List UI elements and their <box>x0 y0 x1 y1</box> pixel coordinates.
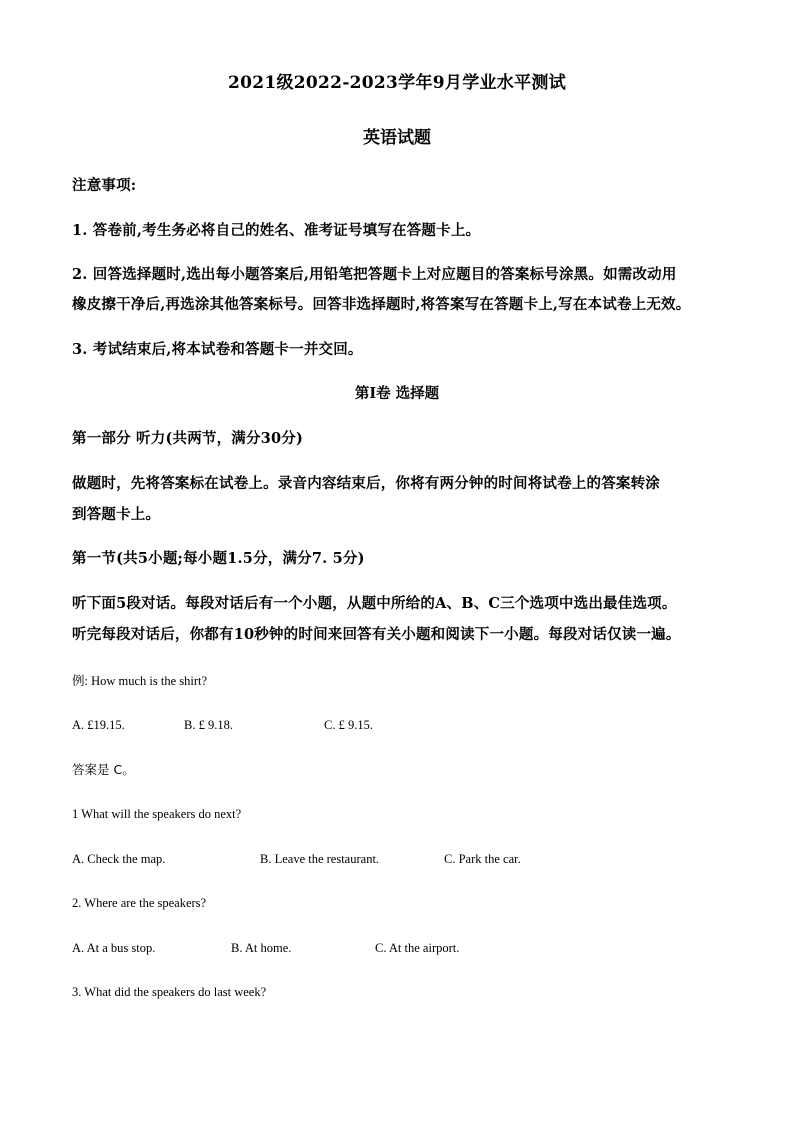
notice-item-3: 3. 考试结束后,将本试卷和答题卡一并交回。 <box>72 341 363 358</box>
question-1-option-a: A. Check the map. <box>72 852 166 866</box>
section1-instruction-line-2: 听完每段对话后，你都有10秒钟的时间来回答有关小题和阅读下一小题。每段对话仅读一遍。 <box>72 626 681 643</box>
question-1: 1 What will the speakers do next? <box>72 807 242 821</box>
subject-title: 英语试题 <box>363 128 431 148</box>
question-1-option-b: B. Leave the restaurant. <box>260 852 380 866</box>
question-2-option-c: C. At the airport. <box>375 941 460 955</box>
question-2-option-b: B. At home. <box>231 941 292 955</box>
example-option-c: C. £ 9.15. <box>324 718 373 732</box>
part1-instruction-line-1: 做题时，先将答案标在试卷上。录音内容结束后，你将有两分钟的时间将试卷上的答案转涂 <box>72 475 660 492</box>
question-2-option-a: A. At a bus stop. <box>72 941 156 955</box>
example-option-b: B. £ 9.18. <box>184 718 233 732</box>
question-1-option-c: C. Park the car. <box>444 852 521 866</box>
section1-heading: 第一节(共5小题;每小题1.5分，满分7. 5分) <box>72 550 365 567</box>
example-question: 例: How much is the shirt? <box>72 674 208 688</box>
example-option-a: A. £19.15. <box>72 718 125 732</box>
notice-item-2-line-2: 橡皮擦干净后,再选涂其他答案标号。回答非选择题时,将答案写在答题卡上,写在本试卷上无效。 <box>72 296 691 313</box>
part1-heading: 第一部分 听力(共两节，满分30分) <box>72 430 304 447</box>
section1-instruction-line-1: 听下面5段对话。每段对话后有一个小题，从题中所给的A、B、C三个选项中选出最佳选项。 <box>72 595 677 612</box>
example-answer: 答案是 C。 <box>72 762 135 777</box>
notice-item-2-line-1: 2. 回答选择题时,选出每小题答案后,用铅笔把答题卡上对应题目的答案标号涂黑。如需改动用 <box>72 266 677 283</box>
question-2: 2. Where are the speakers? <box>72 896 207 910</box>
exam-title: 2021级2022-2023学年9月学业水平测试 <box>227 73 567 93</box>
notice-heading: 注意事项: <box>72 177 137 194</box>
part1-instruction-line-2: 到答题卡上。 <box>72 506 161 523</box>
notice-item-1: 1. 答卷前,考生务必将自己的姓名、准考证号填写在答题卡上。 <box>72 222 481 239</box>
volume-title: 第I卷 选择题 <box>354 385 440 402</box>
question-3: 3. What did the speakers do last week? <box>72 985 267 999</box>
